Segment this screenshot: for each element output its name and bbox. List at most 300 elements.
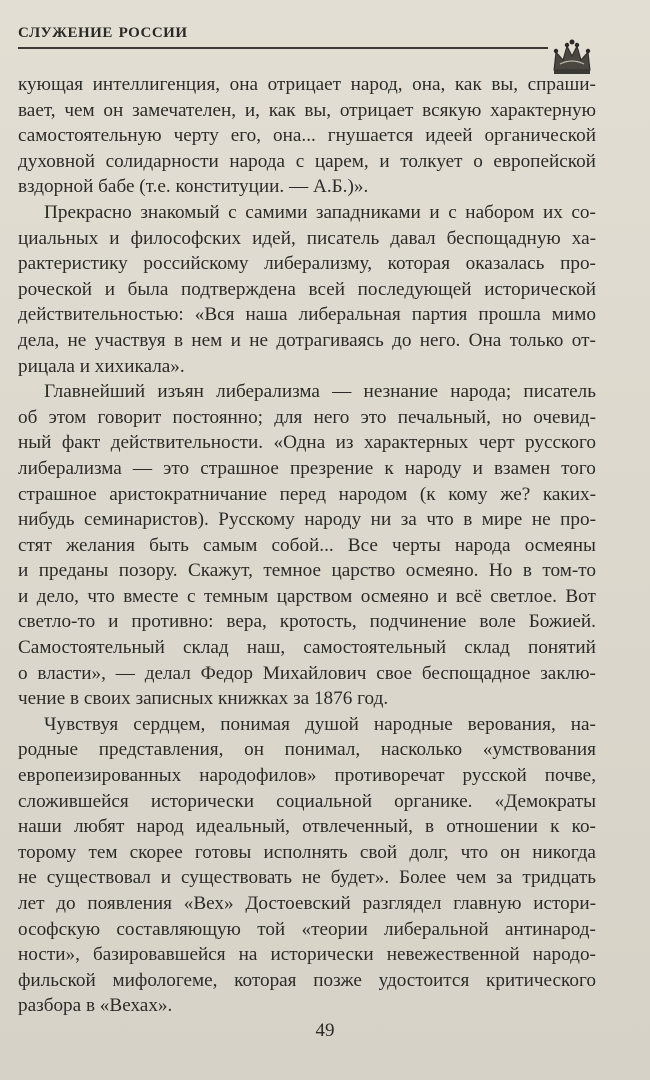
word: верования, — [467, 713, 556, 735]
word: ха- — [571, 227, 596, 249]
word: Михайлович — [262, 662, 367, 684]
word: понимая — [220, 713, 290, 735]
word: действительностью: — [18, 304, 184, 326]
text-line — [18, 661, 596, 687]
word: власти», — [37, 662, 106, 684]
word: идей, — [252, 227, 296, 249]
word: вает, — [18, 99, 56, 121]
word: в — [173, 329, 184, 351]
word: позже — [313, 969, 362, 991]
word: оказалась — [465, 253, 545, 275]
word: циальных — [18, 227, 99, 249]
text-line — [18, 354, 596, 380]
word: очевид- — [533, 406, 596, 428]
word: тридцать — [522, 867, 596, 889]
text-line — [18, 968, 596, 994]
word: — — [115, 662, 135, 684]
word: она... — [273, 125, 316, 147]
word: всё — [455, 585, 482, 607]
text-line — [18, 686, 596, 712]
word: светло-то — [18, 611, 96, 633]
word: и — [18, 560, 29, 582]
text-line — [18, 942, 596, 968]
word: семинаристов). — [83, 509, 209, 531]
word: царство — [331, 560, 396, 582]
word: главную — [453, 893, 522, 914]
word: мире — [481, 509, 523, 531]
word: душой — [304, 713, 359, 735]
word: и — [230, 329, 241, 351]
word: народу — [304, 509, 362, 531]
word: любят — [73, 816, 125, 838]
word: русской — [462, 765, 527, 787]
word: она — [229, 74, 259, 95]
text-line — [18, 405, 596, 431]
word: самими — [245, 201, 308, 223]
word: и — [437, 585, 448, 607]
word: в — [463, 509, 473, 531]
text-line — [18, 174, 596, 200]
word: (к — [419, 483, 436, 505]
word: и — [104, 278, 115, 300]
word: мимо — [551, 304, 596, 326]
word: печальный, — [397, 406, 491, 428]
word: народа — [229, 150, 286, 172]
word: исторически — [270, 944, 374, 966]
word: про- — [560, 509, 596, 531]
word: быть — [149, 534, 189, 556]
word: стят — [18, 534, 52, 556]
word: народофилов» — [199, 765, 317, 787]
word: про- — [560, 253, 596, 275]
word: философских — [130, 227, 242, 249]
word: «теории — [301, 918, 368, 940]
text-line — [18, 456, 596, 482]
word: спраши- — [527, 74, 596, 95]
word: долг, — [409, 841, 449, 863]
word: кротость, — [279, 611, 357, 633]
word: склад — [183, 637, 229, 659]
word: черты — [391, 534, 441, 556]
word: в — [425, 816, 435, 838]
text-line — [18, 72, 596, 98]
word: социальной — [276, 790, 372, 812]
text-line — [18, 814, 596, 840]
word: до — [392, 329, 412, 351]
text-line — [18, 789, 596, 815]
word: свой — [359, 841, 398, 863]
word: готовы — [194, 841, 252, 863]
word: исполнять — [263, 841, 348, 863]
word: для — [274, 406, 303, 428]
word: западниками — [315, 201, 421, 223]
word: народ — [136, 816, 184, 838]
word: и — [472, 457, 483, 479]
word: будет». — [330, 867, 390, 889]
word: Божией. — [528, 611, 596, 633]
word: существовать — [181, 867, 293, 889]
word: либерализма — [18, 457, 122, 479]
word: склад — [464, 637, 510, 659]
text-line — [18, 277, 596, 303]
word: с — [186, 585, 196, 607]
word: наша — [245, 304, 288, 326]
word: их — [542, 201, 563, 223]
word: «Вся — [194, 304, 235, 326]
word: знакомый — [140, 201, 220, 223]
word: прошла — [478, 304, 541, 326]
word: народу — [404, 457, 462, 479]
text-line — [18, 482, 596, 508]
word: никогда — [532, 841, 596, 863]
word: подтверждена — [181, 278, 296, 300]
word: что — [87, 585, 115, 607]
word: удостоится — [378, 969, 470, 991]
word: разглядел — [362, 893, 442, 914]
word: самым — [202, 534, 258, 556]
text-line — [18, 993, 596, 1019]
body-text — [18, 72, 596, 1019]
word: Федор — [200, 662, 253, 684]
word: чем — [64, 99, 95, 121]
word: Самостоятельный — [18, 637, 165, 659]
word: преданы — [38, 560, 109, 582]
text-line — [18, 609, 596, 635]
word: либерализма — [216, 381, 320, 403]
word: составляющую — [116, 918, 241, 940]
word: всякую — [422, 99, 482, 121]
word: набором — [465, 201, 535, 223]
word: насколько — [380, 739, 463, 761]
word: и — [429, 201, 440, 223]
word: не — [249, 329, 269, 351]
word: либеральной — [384, 918, 489, 940]
word: перед — [279, 483, 327, 505]
word: «Демократы — [494, 790, 596, 812]
word: как — [454, 74, 482, 95]
word: воле — [479, 611, 516, 633]
word: фильской — [18, 969, 96, 991]
text-line — [18, 507, 596, 533]
word: народом — [338, 483, 408, 505]
word: и, — [244, 99, 260, 121]
word: том-то — [542, 560, 596, 582]
word: рицала и хихикала». — [18, 355, 185, 377]
word: взамен — [494, 457, 551, 479]
word: же? — [500, 483, 531, 505]
text-line — [18, 558, 596, 584]
word: но — [502, 406, 523, 428]
word: лет — [18, 893, 45, 914]
word: сложившейся — [18, 790, 129, 812]
word: до — [56, 893, 76, 914]
word: к — [384, 457, 394, 479]
word: позору. — [118, 560, 178, 582]
word: только — [509, 329, 564, 351]
word: не — [67, 329, 87, 351]
word: скорее — [129, 841, 183, 863]
word: всей — [308, 278, 345, 300]
text-line — [18, 379, 596, 405]
word: почве, — [544, 765, 596, 787]
text-line — [18, 891, 596, 917]
word: Все — [347, 534, 378, 556]
word: органической — [484, 125, 596, 147]
word: черту — [173, 125, 219, 147]
word: исторической — [484, 278, 596, 300]
word: европейской — [493, 150, 596, 172]
word: партия — [411, 304, 468, 326]
word: идеей — [425, 125, 473, 147]
word: народ, — [350, 74, 403, 95]
word: заклю- — [540, 662, 596, 684]
text-line — [18, 584, 596, 610]
word: ный — [18, 432, 52, 454]
text-line — [18, 712, 596, 738]
text-line — [18, 200, 596, 226]
word: была — [127, 278, 169, 300]
word: вместе — [123, 585, 179, 607]
text-line — [18, 737, 596, 763]
word: писатель — [523, 381, 596, 403]
word: беспощадную — [446, 227, 561, 249]
text-line — [18, 328, 596, 354]
word: истори- — [533, 893, 596, 914]
word: критического — [486, 969, 596, 991]
word: осмеяно — [360, 585, 429, 607]
word: и — [109, 227, 120, 249]
word: он — [500, 841, 521, 863]
page-number: 49 — [315, 1020, 335, 1041]
word: толкует — [400, 150, 463, 172]
word: российскому — [143, 253, 249, 275]
word: существовал — [46, 867, 151, 889]
word: осмеяно. — [405, 560, 479, 582]
word: осмеяны — [524, 534, 596, 556]
word: «Вех» — [183, 893, 234, 914]
word: и — [18, 585, 29, 607]
word: дотрагиваясь — [276, 329, 384, 351]
word: вера, — [226, 611, 267, 633]
word: либеральная — [298, 304, 401, 326]
word: органике. — [394, 790, 473, 812]
word: отвлеченный, — [302, 816, 413, 838]
word: светлое. — [490, 585, 557, 607]
word: писатель — [306, 227, 380, 249]
header-rule — [18, 47, 548, 49]
word: что — [426, 509, 454, 531]
word: вы, — [304, 99, 332, 121]
word: он — [103, 99, 124, 121]
word: солидарности — [105, 150, 219, 172]
word: презрение — [289, 457, 374, 479]
word: интеллигенция, — [92, 74, 221, 95]
word: о — [473, 150, 483, 172]
word: мифологеме, — [112, 969, 218, 991]
word: он — [244, 739, 264, 761]
word: в — [522, 560, 532, 582]
word: на- — [570, 713, 596, 735]
text-line — [18, 763, 596, 789]
word: кому — [448, 483, 488, 505]
word: ни — [370, 509, 392, 531]
word: незнание — [363, 381, 438, 403]
word: «умствования — [482, 739, 596, 761]
text-line — [18, 251, 596, 277]
word: замечателен, — [132, 99, 237, 121]
word: базировавшейся — [92, 944, 226, 966]
word: сердцем, — [133, 713, 206, 735]
text-line — [18, 635, 596, 661]
word: последующей — [357, 278, 472, 300]
word: она, — [412, 74, 446, 95]
word: с — [295, 150, 305, 172]
word: со- — [571, 201, 596, 223]
word: народа — [454, 534, 511, 556]
word: с — [448, 201, 457, 223]
word: отношении — [446, 816, 538, 838]
text-line — [18, 430, 596, 456]
word: говорит — [97, 406, 162, 428]
word: темным — [203, 585, 269, 607]
word: Чувствуя — [44, 713, 119, 735]
word: это — [163, 457, 190, 479]
word: наш, — [246, 637, 286, 659]
word: это — [360, 406, 387, 428]
word: постоянно; — [172, 406, 263, 428]
word: народные — [373, 713, 453, 735]
word: исторически — [150, 790, 254, 812]
text-line — [18, 149, 596, 175]
word: той — [257, 918, 286, 940]
word: народа; — [450, 381, 512, 403]
word: вздорной бабе (т.е. конституции. — А.Б.)». — [18, 176, 369, 198]
word: Русскому — [218, 509, 295, 531]
word: черт — [478, 432, 515, 454]
word: изъян — [157, 381, 204, 403]
word: этом — [48, 406, 87, 428]
word: свое — [376, 662, 413, 684]
word: идеальный, — [195, 816, 290, 838]
word: представления, — [98, 739, 224, 761]
text-line — [18, 840, 596, 866]
word: невежественной — [386, 944, 520, 966]
word: и — [160, 867, 172, 889]
text-line — [18, 533, 596, 559]
word: не — [531, 509, 551, 531]
word: антинарод- — [504, 918, 596, 940]
word: торому — [18, 841, 77, 863]
word: понимал, — [284, 739, 361, 761]
word: того — [561, 457, 596, 479]
word: с — [228, 201, 237, 223]
word: дела, — [18, 329, 60, 351]
word: Она — [468, 329, 502, 351]
word: отрицает — [339, 99, 414, 121]
word: Достоевский — [245, 893, 351, 914]
word: факт — [61, 432, 101, 454]
word: нибудь — [18, 509, 75, 531]
word: ко- — [571, 816, 596, 838]
word: которая — [234, 969, 297, 991]
word: характерную — [490, 99, 596, 121]
text-line — [18, 226, 596, 252]
running-header-title: служение россии — [18, 18, 188, 42]
text-line — [18, 917, 596, 943]
word: самостоятельный — [303, 637, 447, 659]
word: не — [18, 867, 37, 889]
word: появления — [87, 893, 172, 914]
word: Вот — [565, 585, 596, 607]
word: противоречат — [334, 765, 445, 787]
word: и — [379, 150, 390, 172]
word: собой... — [271, 534, 334, 556]
word: русского — [525, 432, 596, 454]
word: как — [268, 99, 296, 121]
word: — — [132, 457, 153, 479]
word: европеизированных — [18, 765, 182, 787]
word: кующая — [18, 74, 84, 95]
text-line — [18, 123, 596, 149]
word: него. — [419, 329, 461, 351]
word: на — [238, 944, 258, 966]
word: давал — [390, 227, 436, 249]
word: противно: — [131, 611, 214, 633]
word: Прекрасно — [44, 201, 132, 223]
word: что — [460, 841, 489, 863]
word: подчинение — [369, 611, 467, 633]
word: ности», — [18, 944, 80, 966]
word: рактеристику — [18, 253, 128, 275]
word: к — [550, 816, 560, 838]
word: его, — [230, 125, 262, 147]
word: гнушается — [327, 125, 414, 147]
word: него — [313, 406, 350, 428]
text-line — [18, 865, 596, 891]
word: понятий — [528, 637, 596, 659]
word: страшное — [200, 457, 279, 479]
word: наши — [18, 816, 62, 838]
word: участвуя — [94, 329, 166, 351]
word: характерных — [363, 432, 469, 454]
word: об — [18, 406, 38, 428]
word: из — [335, 432, 354, 454]
text-line — [18, 98, 596, 124]
word: чение в своих записных книжках за 1876 год. — [18, 688, 389, 710]
word: желания — [65, 534, 135, 556]
word: не — [301, 867, 321, 889]
word: самостоятельную — [18, 125, 162, 147]
word: за — [496, 867, 513, 889]
word: беспощадное — [421, 662, 531, 684]
word: каких- — [542, 483, 596, 505]
word: вы, — [491, 74, 519, 95]
word: дело, — [36, 585, 79, 607]
word: народо- — [532, 944, 596, 966]
word: либерализму, — [264, 253, 373, 275]
word: о — [18, 662, 28, 684]
word: «Одна — [273, 432, 326, 454]
word: и — [108, 611, 119, 633]
word: страшное — [18, 483, 97, 505]
word: тем — [88, 841, 118, 863]
word: отрицает — [267, 74, 342, 95]
word: за — [400, 509, 417, 531]
word: делал — [144, 662, 191, 684]
word: темное — [263, 560, 322, 582]
word: чем — [456, 867, 487, 889]
word: родные — [18, 739, 79, 761]
